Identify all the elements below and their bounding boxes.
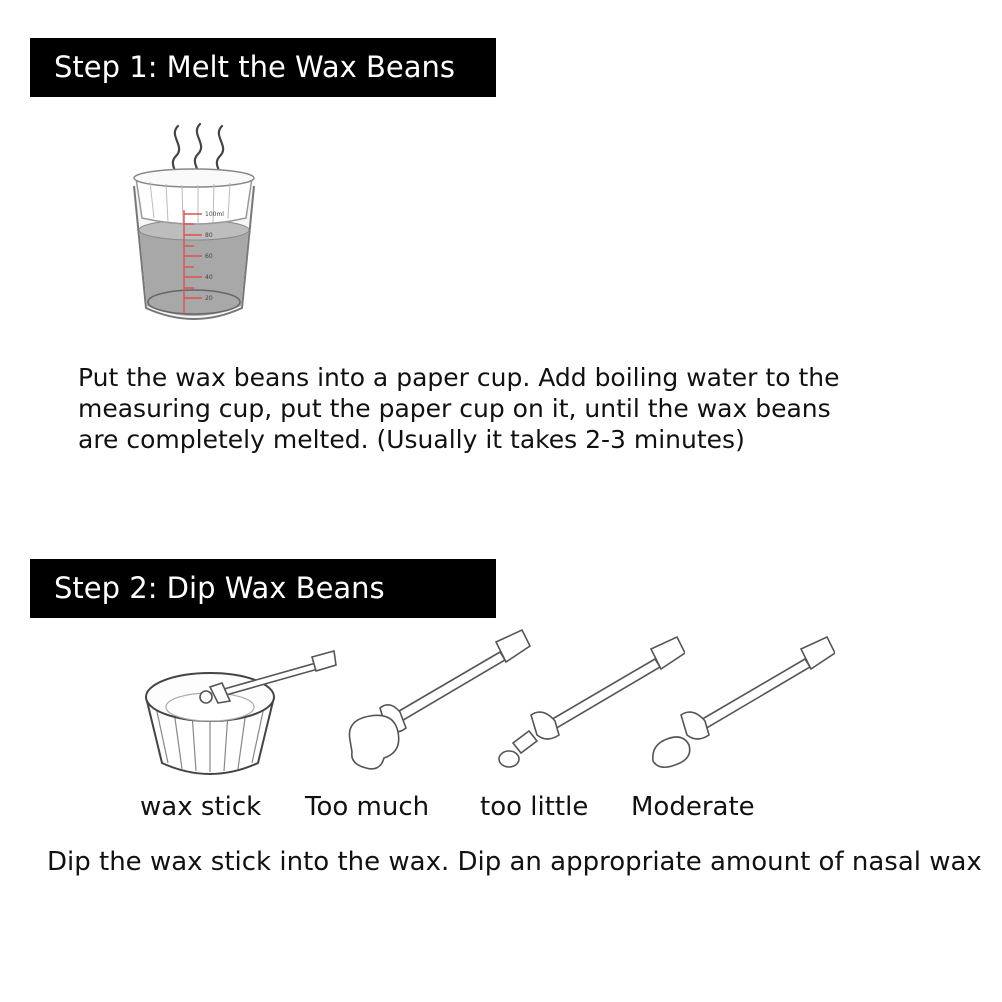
- caption-too-much: Too much: [305, 792, 430, 822]
- caption-moderate: Moderate: [631, 792, 755, 822]
- caption-too-little: too little: [480, 792, 589, 822]
- cup-mark-40: 40: [205, 274, 213, 281]
- caption-wax-stick: wax stick: [140, 792, 262, 822]
- step-1-line-1: Put the wax beans into a paper cup. Add boiling water to the: [78, 363, 840, 392]
- paper-cup-icon: [138, 645, 343, 785]
- step-1-line-3: are completely melted. (Usually it takes 2-3 minutes): [78, 425, 745, 454]
- wax-stick-icon: [645, 635, 835, 775]
- measuring-cup-icon: [120, 118, 270, 333]
- step-1-line-2: measuring cup, put the paper cup on it, until the wax beans: [78, 394, 831, 423]
- cup-mark-100: 100ml: [205, 211, 224, 218]
- cup-mark-60: 60: [205, 253, 213, 260]
- step-1-title: Step 1: Melt the Wax Beans: [30, 38, 496, 97]
- step-2-title: Step 2: Dip Wax Beans: [30, 559, 496, 618]
- step-1-description: [78, 362, 839, 455]
- step-2-note: Dip the wax stick into the wax. Dip an appropriate amount of nasal wax: [47, 847, 982, 877]
- cup-mark-80: 80: [205, 232, 213, 239]
- cup-mark-20: 20: [205, 295, 213, 302]
